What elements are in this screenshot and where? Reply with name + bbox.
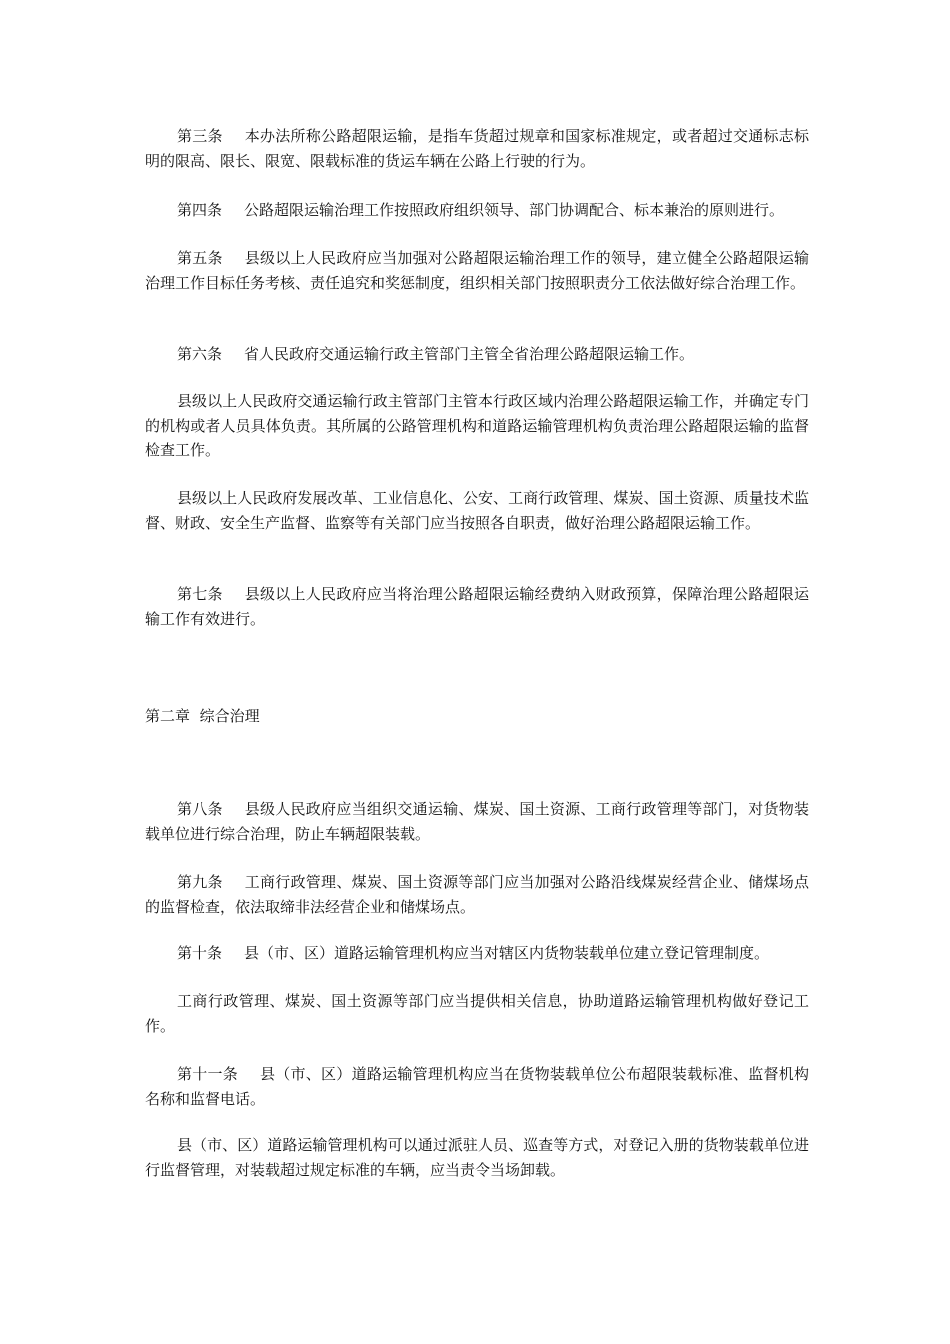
paragraph-text: 县（市、区）道路运输管理机构可以通过派驻人员、巡查等方式，对登记入册的货物装载单位进行监督管理，对装载超过规定标准的车辆，应当责令当场卸载。 — [145, 1136, 809, 1179]
chapter-title: 综合治理 — [199, 707, 260, 725]
article-text: 县级以上人民政府应当将治理公路超限运输经费纳入财政预算，保障治理公路超限运输工作有效进行。 — [145, 585, 809, 628]
article-number: 第七条 — [177, 585, 223, 603]
article-6 — [145, 342, 809, 367]
article-4 — [145, 198, 809, 223]
paragraph-6-2 — [145, 389, 809, 463]
chapter-number: 第二章 — [145, 707, 191, 725]
paragraph-6-3 — [145, 486, 809, 535]
article-number: 第十条 — [177, 944, 223, 962]
article-text: 本办法所称公路超限运输，是指车货超过规章和国家标准规定，或者超过交通标志标明的限高、限长、限宽、限载标准的货运车辆在公路上行驶的行为。 — [145, 127, 809, 170]
chapter-heading — [145, 704, 260, 728]
article-text: 工商行政管理、煤炭、国土资源等部门应当加强对公路沿线煤炭经营企业、储煤场点的监督检查，依法取缔非法经营企业和储煤场点。 — [145, 873, 809, 916]
paragraph-10-2 — [145, 989, 809, 1038]
article-number: 第十一条 — [177, 1065, 239, 1083]
paragraph-11-2 — [145, 1133, 809, 1182]
article-text: 县级以上人民政府应当加强对公路超限运输治理工作的领导，建立健全公路超限运输治理工作目标任务考核、责任追究和奖惩制度，组织相关部门按照职责分工依法做好综合治理工作。 — [145, 249, 809, 292]
article-text: 县（市、区）道路运输管理机构应当在货物装载单位公布超限装载标准、监督机构名称和监督电话。 — [145, 1065, 809, 1108]
article-number: 第三条 — [177, 127, 223, 145]
article-7 — [145, 582, 809, 631]
article-3 — [145, 124, 809, 173]
article-text: 省人民政府交通运输行政主管部门主管全省治理公路超限运输工作。 — [244, 345, 695, 363]
article-9 — [145, 870, 809, 919]
paragraph-text: 县级以上人民政府交通运输行政主管部门主管本行政区域内治理公路超限运输工作，并确定专门的机构或者人员具体负责。其所属的公路管理机构和道路运输管理机构负责治理公路超限运输的监督检查工作。 — [145, 392, 809, 459]
article-text: 公路超限运输治理工作按照政府组织领导、部门协调配合、标本兼治的原则进行。 — [244, 201, 785, 219]
article-8 — [145, 797, 809, 846]
article-5 — [145, 246, 809, 295]
article-10 — [145, 941, 809, 966]
article-11 — [145, 1062, 809, 1111]
article-number: 第五条 — [177, 249, 223, 267]
article-number: 第八条 — [177, 800, 223, 818]
paragraph-text: 县级以上人民政府发展改革、工业信息化、公安、工商行政管理、煤炭、国土资源、质量技术监督、财政、安全生产监督、监察等有关部门应当按照各自职责，做好治理公路超限运输工作。 — [145, 489, 809, 532]
article-number: 第四条 — [177, 201, 223, 219]
article-number: 第六条 — [177, 345, 223, 363]
article-text: 县级人民政府应当组织交通运输、煤炭、国土资源、工商行政管理等部门，对货物装载单位进行综合治理，防止车辆超限装载。 — [145, 800, 809, 843]
paragraph-text: 工商行政管理、煤炭、国土资源等部门应当提供相关信息，协助道路运输管理机构做好登记工作。 — [145, 992, 809, 1035]
article-text: 县（市、区）道路运输管理机构应当对辖区内货物装载单位建立登记管理制度。 — [244, 944, 770, 962]
article-number: 第九条 — [177, 873, 223, 891]
